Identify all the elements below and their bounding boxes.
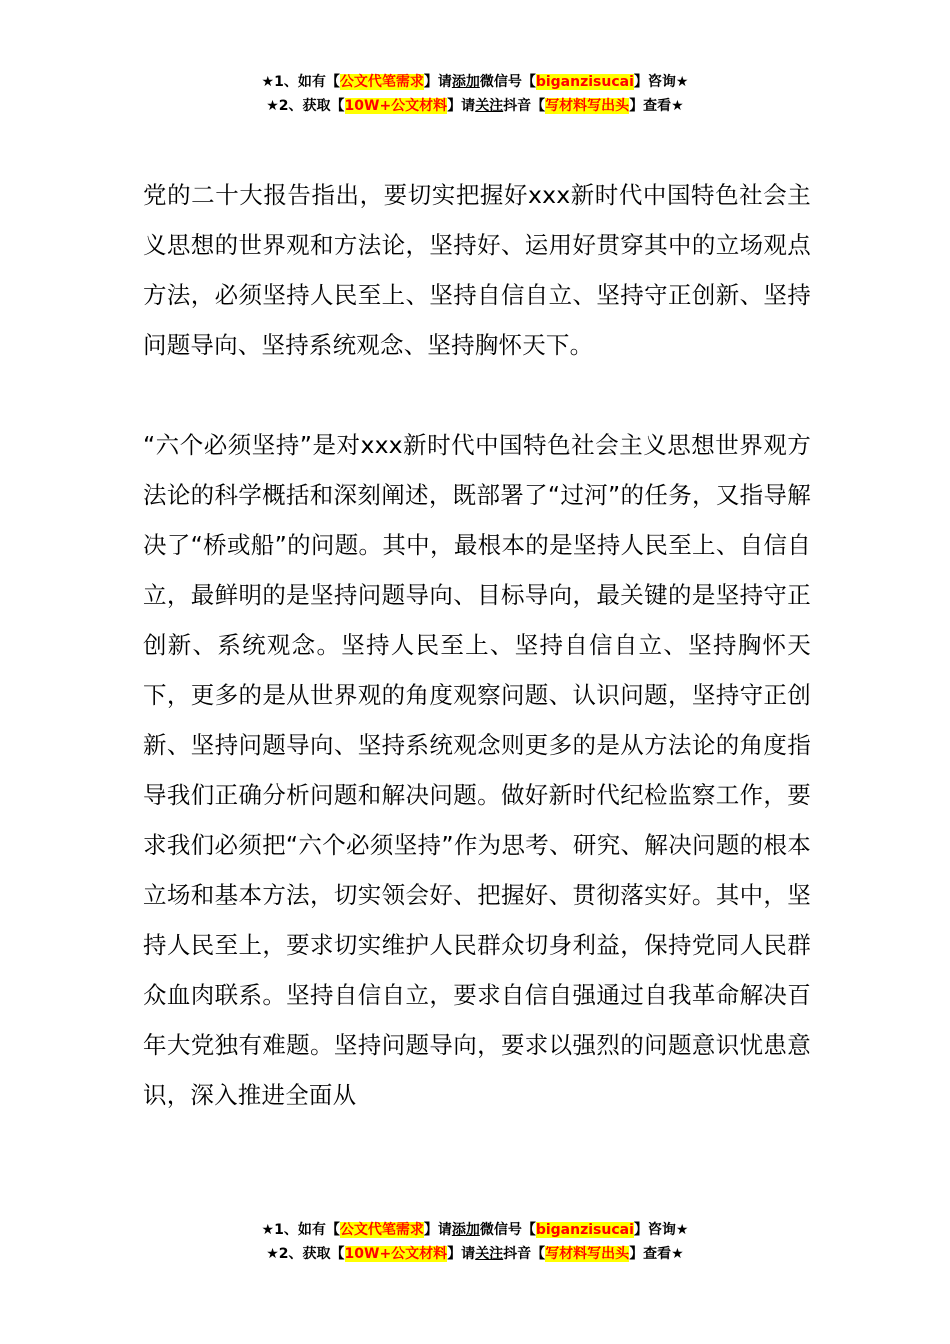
promo-line-2: ★2、获取【10W+公文材料】请关注抖音【写材料写出头】查看★: [266, 1246, 684, 1262]
highlight-materials: 10W+公文材料: [344, 1246, 448, 1262]
highlight-service: 公文代笔需求: [339, 1222, 424, 1238]
promo-line-2: ★2、获取【10W+公文材料】请关注抖音【写材料写出头】查看★: [266, 98, 684, 114]
header-promo-banner: [0, 70, 950, 118]
highlight-service: 公文代笔需求: [339, 74, 424, 90]
highlight-materials: 10W+公文材料: [344, 98, 448, 114]
footer-promo-banner: [0, 1218, 950, 1266]
highlight-douyin-account: 写材料写出头: [545, 1246, 630, 1262]
document-body: [143, 170, 811, 1120]
paragraph-2: “六个必须坚持”是对xxx新时代中国特色社会主义思想世界观方法论的科学概括和深刻阐述，既部署了“过河”的任务，又指导解决了“桥或船”的问题。其中，最根本的是坚持人民至上、自信自立，最鲜明的是坚持问题导向、目标导向，最关键的是坚持守正创新、系统观念。坚持人民至上、坚持自信自立、坚持胸怀天下，更多的是从世界观的角度观察问题、认识问题，坚持守正创新、坚持问题导向、坚持系统观念则更多的是从方法论的角度指导我们正确分析问题和解决问题。做好新时代纪检监察工作，要求我们必须把“六个必须坚持”作为思考、研究、解决问题的根本立场和基本方法，切实领会好、把握好、贯彻落实好。其中，坚持人民至上，要求切实维护人民群众切身利益，保持党同人民群众血肉联系。坚持自信自立，要求自信自强通过自我革命解决百年大党独有难题。坚持问题导向，要求以强烈的问题意识忧患意识，深入推进全面从: [143, 431, 811, 1109]
highlight-douyin-account: 写材料写出头: [545, 98, 630, 114]
highlight-wechat-id: biganzisucai: [535, 74, 634, 90]
highlight-wechat-id: biganzisucai: [535, 1222, 634, 1238]
promo-line-1: ★1、如有【公文代笔需求】请添加微信号【biganzisucai】咨询★: [261, 1222, 689, 1238]
promo-line-1: ★1、如有【公文代笔需求】请添加微信号【biganzisucai】咨询★: [261, 74, 689, 90]
paragraph-1: 党的二十大报告指出，要切实把握好xxx新时代中国特色社会主义思想的世界观和方法论，坚持好、运用好贯穿其中的立场观点方法，必须坚持人民至上、坚持自信自立、坚持守正创新、坚持问题导向、坚持系统观念、坚持胸怀天下。: [143, 181, 811, 359]
